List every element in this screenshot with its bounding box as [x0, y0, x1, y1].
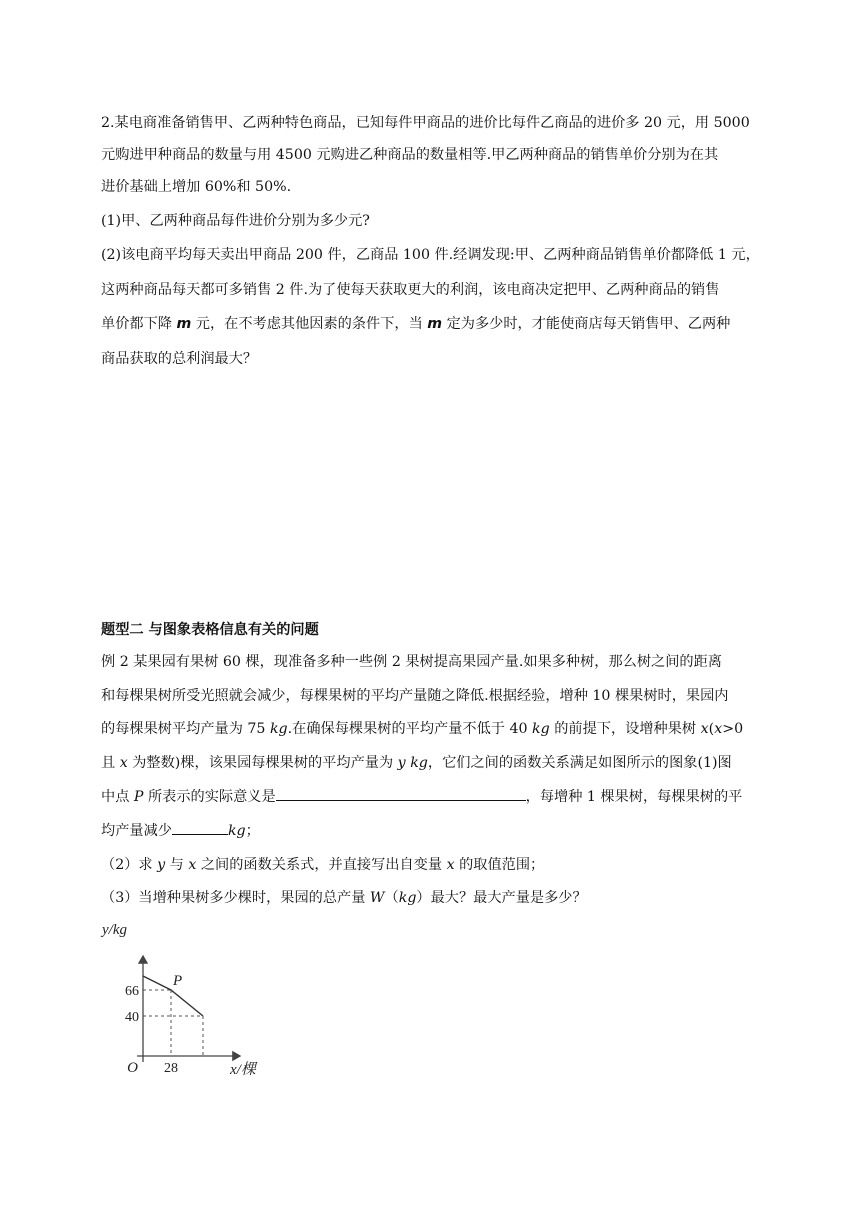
- answer-blank: [276, 786, 526, 801]
- variable-m: m: [427, 316, 443, 332]
- variable-m: m: [176, 316, 192, 332]
- function-graph: [100, 918, 270, 1078]
- example2-question-2: （2）求 y 与 x 之间的函数关系式，并直接写出自变量 x 的取值范围；: [101, 857, 545, 873]
- problem2-line-1: 2.某电商准备销售甲、乙两种特色商品，已知每件甲商品的进价比每件乙商品的进价多 20 元，用 5000: [101, 115, 750, 131]
- example2-question-3: （3）当增种果树多少棵时，果园的总产量 W（kg）最大？最大产量是多少？: [101, 890, 587, 906]
- example2-line-2: 和每棵果树所受光照就会减少，每棵果树的平均产量随之降低.根据经验，增种 10 棵果树时，果园内: [101, 688, 729, 704]
- x-tick-label-28: 28: [164, 1061, 178, 1076]
- problem2-line-2: 元购进甲种商品的数量与用 4500 元购进乙种商品的数量相等.甲乙两种商品的销售单价分别为在其: [101, 147, 719, 163]
- example2-line-1: 例 2 某果园有果树 60 棵，现准备多种一些例 2 果树提高果园产量.如果多种树，那么树之间的距离: [101, 654, 722, 670]
- example2-line-4: 且 x 为整数)棵，该果园每棵果树的平均产量为 y kg，它们之间的函数关系满足如图所示的图象(1)图: [101, 755, 732, 771]
- problem2-question-2-line-3: 单价都下降 m 元，在不考虑其他因素的条件下，当 m 定为多少时，才能使商店每天销售甲、乙两种: [101, 316, 731, 332]
- problem2-line-3: 进价基础上增加 60%和 50%.: [101, 179, 292, 195]
- example2-line-3: 的每棵果树平均产量为 75 kg.在确保每棵果树的平均产量不低于 40 kg 的前提下，设增种果树 x(x>0: [101, 721, 744, 737]
- origin-label: O: [127, 1060, 138, 1076]
- problem2-question-2-line-4: 商品获取的总利润最大？: [101, 351, 258, 367]
- section-title: 题型二 与图象表格信息有关的问题: [101, 622, 319, 638]
- example2-line-5: 中点 P 所表示的实际意义是 ，每增种 1 棵果树，每棵果树的平: [101, 786, 742, 807]
- y-axis-label: y/kg: [102, 922, 127, 938]
- problem2-question-2-line-1: (2)该电商平均每天卖出甲商品 200 件，乙商品 100 件.经调发现:甲、乙两种商品销售单价都降低 1 元，: [101, 247, 760, 263]
- problem2-question-2-line-2: 这两种商品每天都可多销售 2 件.为了使每天获取更大的利润，该电商决定把甲、乙两种商品的销售: [101, 282, 720, 298]
- problem2-question-1: (1)甲、乙两种商品每件进价分别为多少元?: [101, 213, 370, 229]
- y-tick-label-40: 40: [125, 1010, 139, 1025]
- point-p-label: P: [173, 973, 183, 989]
- answer-blank: [172, 820, 228, 835]
- x-axis-label: x/棵: [230, 1062, 256, 1078]
- y-tick-label-66: 66: [125, 984, 139, 999]
- example2-line-6: 均产量减少 kg；: [101, 820, 260, 841]
